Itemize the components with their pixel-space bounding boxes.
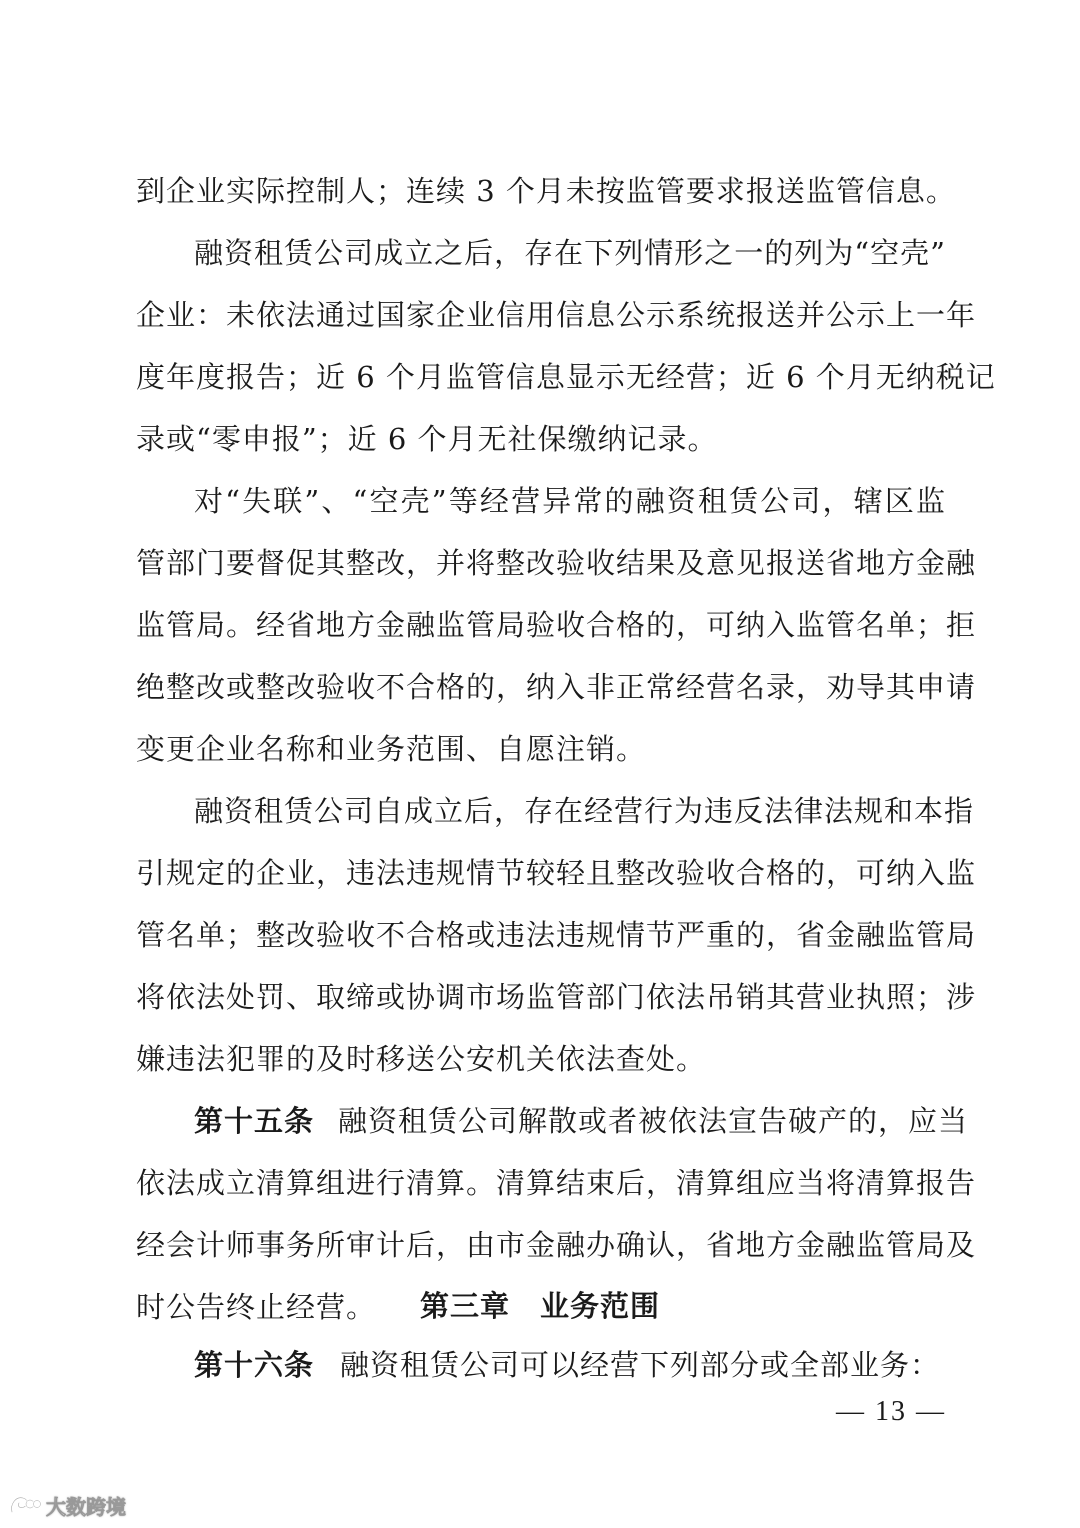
text-line: 嫌违法犯罪的及时移送公安机关依法查处。	[136, 1042, 707, 1076]
text-line: 录或“零申报”；近 6 个月无社保缴纳记录。	[136, 422, 718, 456]
watermark-text: 大数跨境	[46, 1494, 126, 1519]
text-line: 经会计师事务所审计后，由市金融办确认，省地方金融监管局及	[136, 1228, 977, 1262]
chapter-heading	[0, 1275, 1080, 1337]
text-line: 将依法处罚、取缔或协调市场监管部门依法吊销其营业执照；涉	[136, 980, 977, 1014]
text-line: 依法成立清算组进行清算。清算结束后，清算组应当将清算报告	[136, 1166, 977, 1200]
article-16-line	[194, 1334, 940, 1396]
page-number: — 13 —	[836, 1396, 946, 1427]
article-16-text: 融资租赁公司可以经营下列部分或全部业务：	[340, 1348, 941, 1382]
brand-logo-icon	[8, 1492, 42, 1518]
text-line: 度年度报告；近 6 个月监管信息显示无经营；近 6 个月无纳税记	[136, 360, 996, 394]
text-line: 时公告终止经营。	[136, 1290, 377, 1324]
text-line: 融资租赁公司自成立后，存在经营行为违反法律法规和本指	[194, 794, 975, 828]
text-line: 监管局。经省地方金融监管局验收合格的，可纳入监管名单；拒	[136, 608, 977, 642]
text-line: 到企业实际控制人；连续 3 个月未按监管要求报送监管信息。	[136, 174, 956, 208]
article-15-heading: 第十五条	[194, 1104, 315, 1138]
article-16-heading: 第十六条	[194, 1348, 315, 1382]
document-body	[136, 160, 996, 1338]
article-15-first-line	[136, 1090, 969, 1152]
text-line: 引规定的企业，违法违规情节较轻且整改验收合格的，可纳入监	[136, 856, 977, 890]
watermark	[8, 1490, 126, 1520]
chapter-number: 第三章	[419, 1289, 510, 1323]
text-line: 企业：未依法通过国家企业信用信息公示系统报送并公示上一年	[136, 298, 977, 332]
text-line: 绝整改或整改验收不合格的，纳入非正常经营名录，劝导其申请	[136, 670, 977, 704]
article-15-text: 融资租赁公司解散或者被依法宣告破产的，应当	[338, 1104, 969, 1138]
chapter-title: 业务范围	[540, 1289, 661, 1323]
text-line: 对“失联”、“空壳”等经营异常的融资租赁公司，辖区监	[194, 484, 946, 518]
text-line: 管部门要督促其整改，并将整改验收结果及意见报送省地方金融	[136, 546, 977, 580]
text-line: 融资租赁公司成立之后，存在下列情形之一的列为“空壳”	[194, 236, 946, 270]
text-line: 管名单；整改验收不合格或违法违规情节严重的，省金融监管局	[136, 918, 977, 952]
text-line: 变更企业名称和业务范围、自愿注销。	[136, 732, 647, 766]
